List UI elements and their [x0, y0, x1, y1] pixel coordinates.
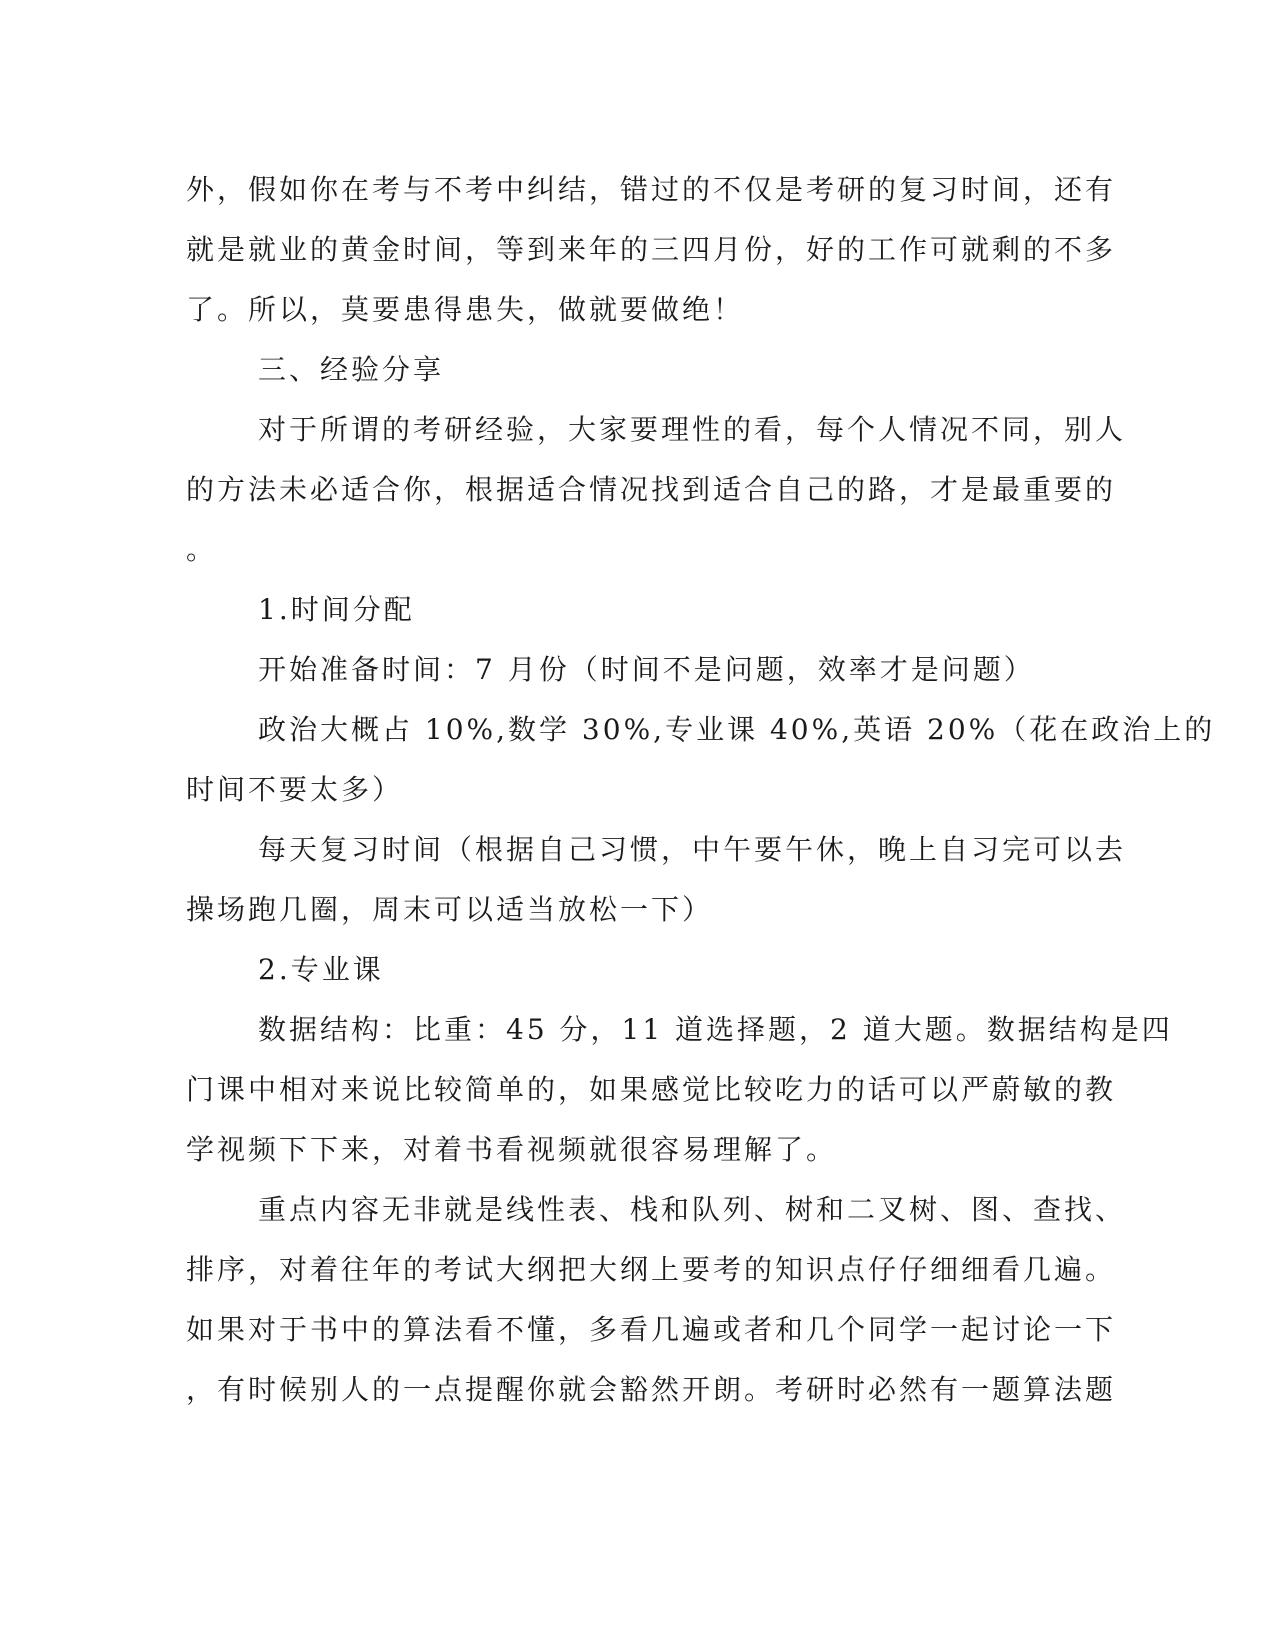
text-line: 数据结构：比重：45 分，11 道选择题，2 道大题。数据结构是四 — [258, 1013, 1173, 1046]
text-line: 对于所谓的考研经验，大家要理性的看，每个人情况不同，别人 — [258, 413, 1127, 446]
document-body — [186, 160, 1216, 1420]
text-line: ，有时候别人的一点提醒你就会豁然开朗。考研时必然有一题算法题 — [186, 1373, 1117, 1406]
text-line: 排序，对着往年的考试大纲把大纲上要考的知识点仔仔细细看几遍。 — [186, 1253, 1117, 1286]
text-line: 如果对于书中的算法看不懂，多看几遍或者和几个同学一起讨论一下 — [186, 1313, 1117, 1346]
text-line: 了。所以，莫要患得患失，做就要做绝！ — [186, 293, 745, 326]
text-line: 学视频下下来，对着书看视频就很容易理解了。 — [186, 1133, 838, 1166]
text-line: 开始准备时间：7 月份（时间不是问题，效率才是问题） — [258, 653, 1035, 686]
section-heading-experience: 三、经验分享 — [258, 353, 445, 386]
text-line: 重点内容无非就是线性表、栈和队列、树和二叉树、图、查找、 — [258, 1193, 1127, 1226]
text-line: 政治大概占 10%,数学 30%,专业课 40%,英语 20%（花在政治上的 — [258, 713, 1216, 746]
text-line: 。 — [186, 533, 218, 566]
subheading-major-course: 2.专业课 — [258, 953, 384, 986]
text-line: 就是就业的黄金时间，等到来年的三四月份，好的工作可就剩的不多 — [186, 233, 1117, 266]
text-line: 门课中相对来说比较简单的，如果感觉比较吃力的话可以严蔚敏的教 — [186, 1073, 1117, 1106]
text-line: 每天复习时间（根据自己习惯，中午要午休，晚上自习完可以去 — [258, 833, 1127, 866]
text-line: 时间不要太多） — [186, 773, 404, 806]
text-line: 的方法未必适合你，根据适合情况找到适合自己的路，才是最重要的 — [186, 473, 1117, 506]
subheading-time-allocation: 1.时间分配 — [258, 593, 415, 626]
text-line: 外，假如你在考与不考中纠结，错过的不仅是考研的复习时间，还有 — [186, 173, 1117, 206]
text-line: 操场跑几圈，周末可以适当放松一下） — [186, 893, 714, 926]
